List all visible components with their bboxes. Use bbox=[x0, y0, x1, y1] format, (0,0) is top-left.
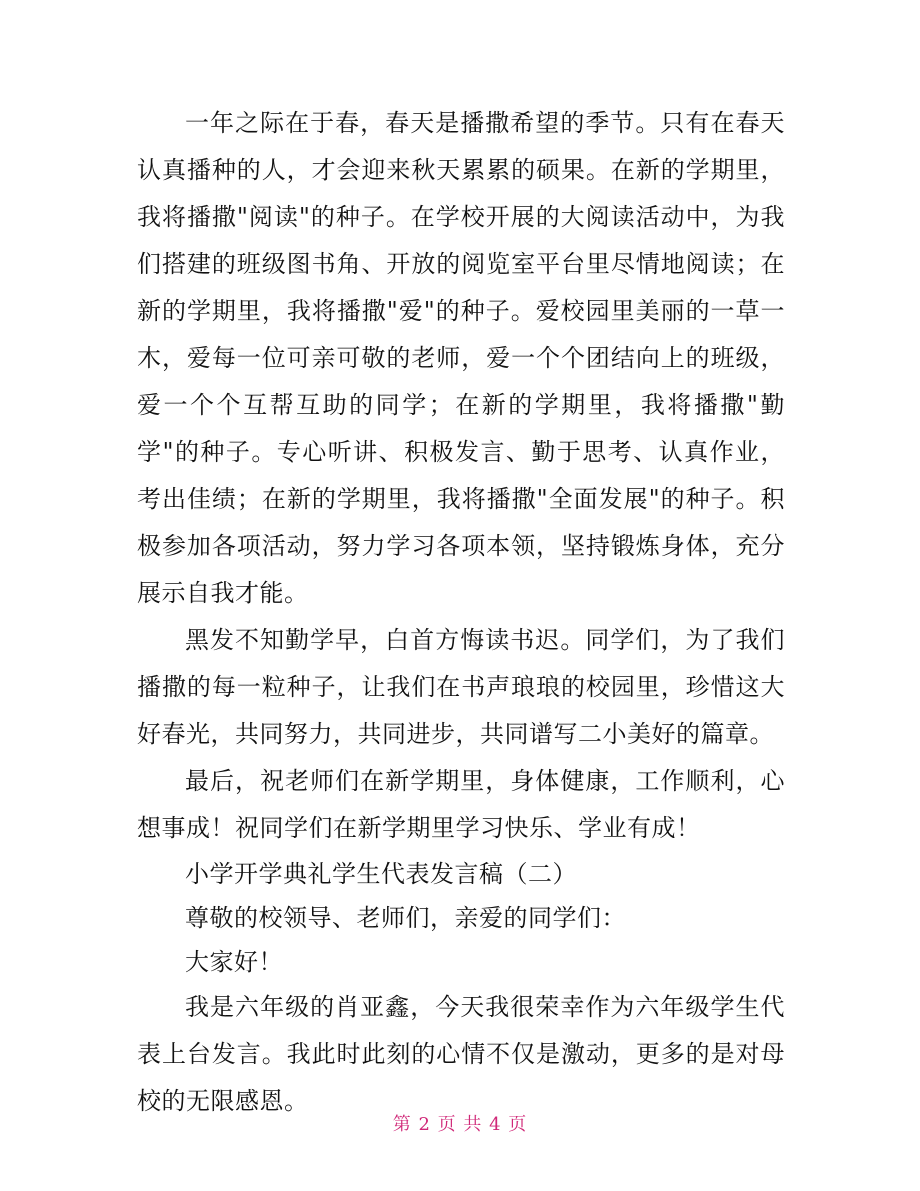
paragraph-spring-seeds: 一年之际在于春，春天是播撒希望的季节。只有在春天认真播种的人，才会迎来秋天累累的硕果。在新的学期里，我将播撒"阅读"的种子。在学校开展的大阅读活动中，为我们搭建的班级图书角、开放的阅览室平台里尽情地阅读；在新的学期里，我将播撒"爱"的种子。爱校园里美丽的一草一木，爱每一位可亲可敬的老师，爱一个个团结向上的班级，爱一个个互帮互助的同学；在新的学期里，我将播撒"勤学"的种子。专心听讲、积极发言、勤于思考、认真作业，考出佳绩；在新的学期里，我将播撒"全面发展"的种子。积极参加各项活动，努力学习各项本领，坚持锻炼身体，充分展示自我才能。 bbox=[137, 109, 785, 607]
document-body bbox=[137, 100, 785, 1125]
paragraph-introduction: 我是六年级的肖亚鑫，今天我很荣幸作为六年级学生代表上台发言。我此时此刻的心情不仅是激动，更多的是对母校的无限感恩。 bbox=[137, 993, 785, 1115]
greeting: 大家好！ bbox=[185, 948, 283, 976]
section-heading: 小学开学典礼学生代表发言稿（二） bbox=[185, 860, 577, 888]
paragraph-study-early: 黑发不知勤学早，白首方悔读书迟。同学们，为了我们播撒的每一粒种子，让我们在书声琅琅的校园里，珍惜这大好春光，共同努力，共同进步，共同谱写二小美好的篇章。 bbox=[137, 626, 785, 748]
page-number-footer: 第 2 页 共 4 页 bbox=[392, 1114, 528, 1135]
paragraph-closing-wishes: 最后，祝老师们在新学期里，身体健康，工作顺利，心想事成！祝同学们在新学期里学习快乐、学业有成！ bbox=[137, 767, 785, 842]
salutation: 尊敬的校领导、老师们，亲爱的同学们： bbox=[185, 904, 626, 932]
